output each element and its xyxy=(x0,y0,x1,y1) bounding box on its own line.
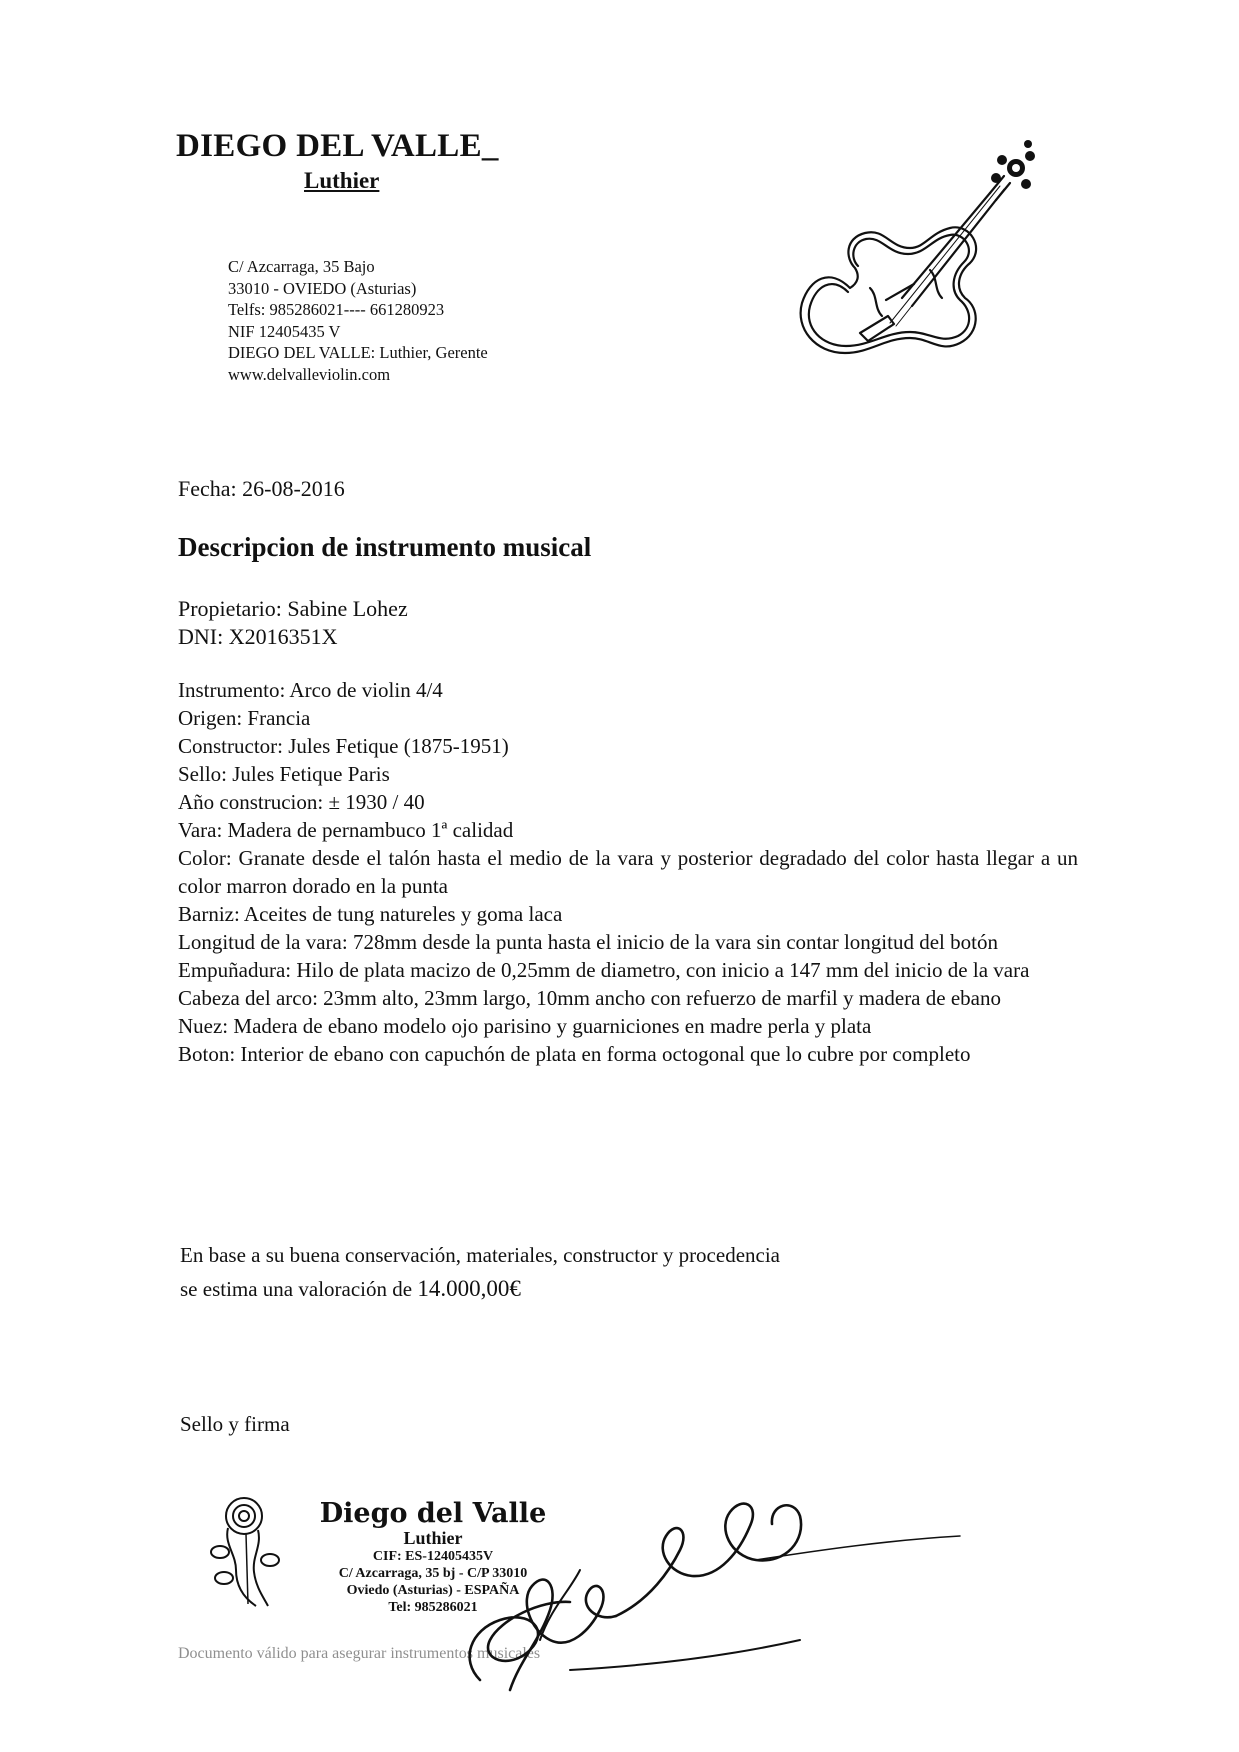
detail-length: Longitud de la vara: 728mm desde la punta hasta el inicio de la vara sin contar longitud del botón xyxy=(178,930,998,954)
violin-icon xyxy=(790,138,1050,368)
stamp-address: C/ Azcarraga, 35 bj - C/P 33010 xyxy=(338,1566,528,1581)
detail-grip: Empuñadura: Hilo de plata macizo de 0,25mm de diametro, con inicio a 147 mm del inicio de la vara xyxy=(178,958,1030,982)
detail-year: Año construcion: ± 1930 / 40 xyxy=(178,790,425,814)
stamp-city: Oviedo (Asturias) - ESPAÑA xyxy=(346,1583,520,1598)
address-line: 33010 - OVIEDO (Asturias) xyxy=(228,278,417,298)
detail-origin: Origen: Francia xyxy=(178,706,311,730)
document-title: Descripcion de instrumento musical xyxy=(178,532,592,562)
violin-scroll-icon xyxy=(206,1494,286,1610)
valuation-line xyxy=(180,1272,780,1306)
valuation-prefix: se estima una valoración de xyxy=(180,1277,418,1301)
valuation-amount: 14.000,00€ xyxy=(417,1276,521,1301)
detail-stick: Vara: Madera de pernambuco 1ª calidad xyxy=(178,818,514,842)
company-name: DIEGO DEL VALLE_ xyxy=(176,128,499,164)
instrument-details xyxy=(178,676,1078,1068)
stamp-subtitle: Luthier xyxy=(403,1528,463,1548)
detail-frog: Nuez: Madera de ebano modelo ojo parisino y guarniciones en madre perla y plata xyxy=(178,1014,872,1038)
detail-varnish: Barniz: Aceites de tung natureles y goma laca xyxy=(178,902,563,926)
address-line: C/ Azcarraga, 35 Bajo xyxy=(228,257,375,276)
valuation-line: En base a su buena conservación, materiales, constructor y procedencia xyxy=(180,1243,780,1267)
manager-line: DIEGO DEL VALLE: Luthier, Gerente xyxy=(228,343,488,362)
handwritten-signature xyxy=(420,1490,980,1700)
document-date: Fecha: 26-08-2016 xyxy=(178,476,345,501)
seal-label: Sello y firma xyxy=(180,1412,290,1436)
owner-name: Propietario: Sabine Lohez xyxy=(178,596,408,621)
detail-instrument: Instrumento: Arco de violin 4/4 xyxy=(178,678,443,702)
stamp-name: Diego del Valle xyxy=(319,1498,547,1529)
detail-button: Boton: Interior de ebano con capuchón de plata en forma octogonal que lo cubre por completo xyxy=(178,1042,971,1066)
address-block xyxy=(228,256,488,385)
company-subtitle: Luthier xyxy=(304,168,380,193)
detail-maker: Constructor: Jules Fetique (1875-1951) xyxy=(178,734,509,758)
detail-stamp: Sello: Jules Fetique Paris xyxy=(178,762,390,786)
stamp-phone: Tel: 985286021 xyxy=(388,1600,478,1615)
owner-dni: DNI: X2016351X xyxy=(178,624,338,649)
detail-color: Color: Granate desde el talón hasta el medio de la vara y posterior degradado del color hasta llegar a un color marron dorado en la punta xyxy=(178,846,1078,898)
nif-line: NIF 12405435 V xyxy=(228,321,341,341)
detail-head: Cabeza del arco: 23mm alto, 23mm largo, 10mm ancho con refuerzo de marfil y madera de ebano xyxy=(178,986,1001,1010)
stamp-cif: CIF: ES-12405435V xyxy=(372,1549,494,1564)
footer-note: Documento válido para asegurar instrumentos musicales xyxy=(178,1645,541,1662)
website-line: www.delvalleviolin.com xyxy=(228,364,391,384)
owner-block xyxy=(178,595,408,651)
valuation-block xyxy=(180,1238,780,1306)
phone-line: Telfs: 985286021---- 661280923 xyxy=(228,300,445,319)
